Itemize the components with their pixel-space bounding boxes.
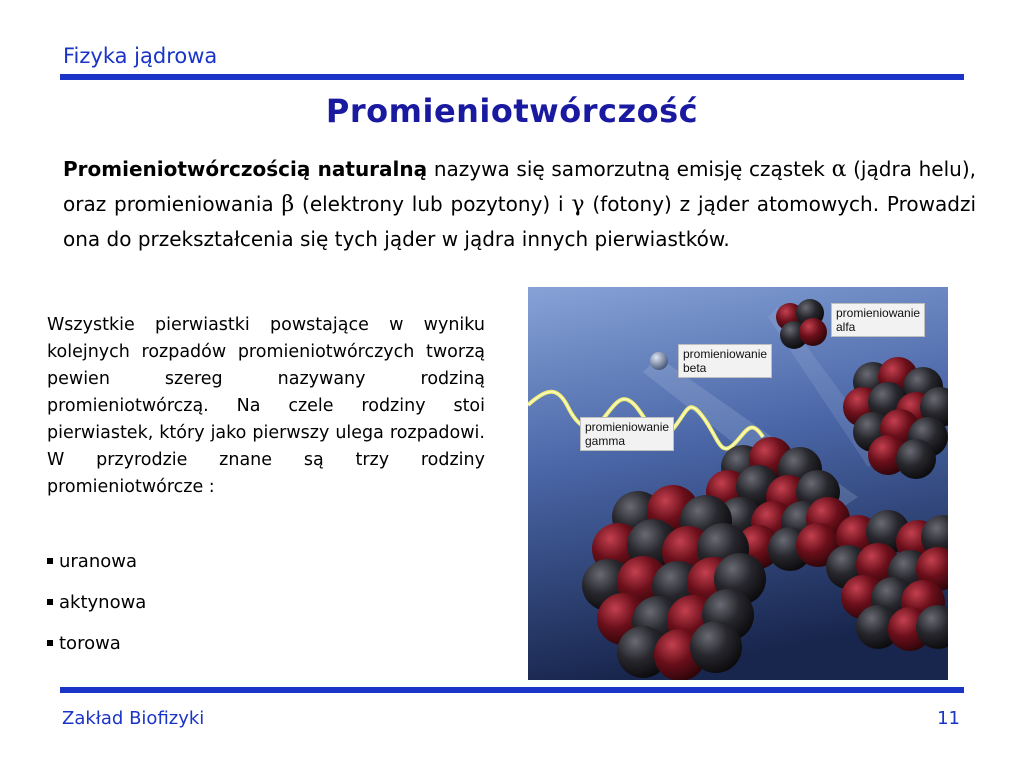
radiation-illustration [528, 287, 948, 680]
intro-bold-term: Promieniotwórczością naturalną [63, 157, 428, 181]
list-item-label: torowa [59, 633, 121, 654]
beta-particle [650, 352, 668, 370]
top-divider [60, 74, 964, 80]
families-paragraph: Wszystkie pierwiastki powstające w wyniku kolejnych rozpadów promieniotwórczych tworzą pewien szereg nazywany rodziną promieniotwórczą. Na czele rodziny stoi pierwiastek, który jako pierwszy ulega rozpadowi. W przyrodzie znane są trzy rodziny promieniotwórcze : [47, 315, 485, 497]
intro-text-1: nazywa się samorzutną emisję cząstek [427, 157, 832, 181]
label-beta-radiation: promieniowanie beta [678, 344, 772, 378]
list-item [47, 589, 487, 630]
intro-text-4: (fotony) z jąder atomowych. Prowadzi ona do przekształcenia się tych jąder w jądra innych pierwiastków. [63, 192, 976, 251]
bullet-square-icon [47, 558, 53, 564]
families-list [47, 548, 487, 671]
header-label: Fizyka jądrowa [63, 44, 218, 68]
list-item [47, 630, 487, 671]
gamma-symbol: γ [571, 192, 585, 217]
bottom-divider [60, 687, 964, 693]
intro-text-3: (elektrony lub pozytony) i [294, 192, 572, 216]
label-gamma-radiation: promieniowanie gamma [580, 417, 674, 451]
alpha-particle [776, 299, 827, 349]
bullet-square-icon [47, 599, 53, 605]
page-number: 11 [937, 708, 960, 729]
list-item-label: uranowa [59, 551, 138, 572]
list-item [47, 548, 487, 589]
footer-label: Zakład Biofizyki [62, 708, 205, 729]
alpha-symbol: α [831, 157, 847, 182]
slide-title: Promieniotwórczość [325, 92, 699, 130]
beta-symbol: β [281, 192, 295, 217]
intro-paragraph [63, 152, 976, 256]
bullet-square-icon [47, 640, 53, 646]
label-alpha-radiation: promieniowanie alfa [831, 303, 925, 337]
list-item-label: aktynowa [59, 592, 147, 613]
intro-text-2: (jądra helu), oraz promieniowania [63, 157, 976, 216]
